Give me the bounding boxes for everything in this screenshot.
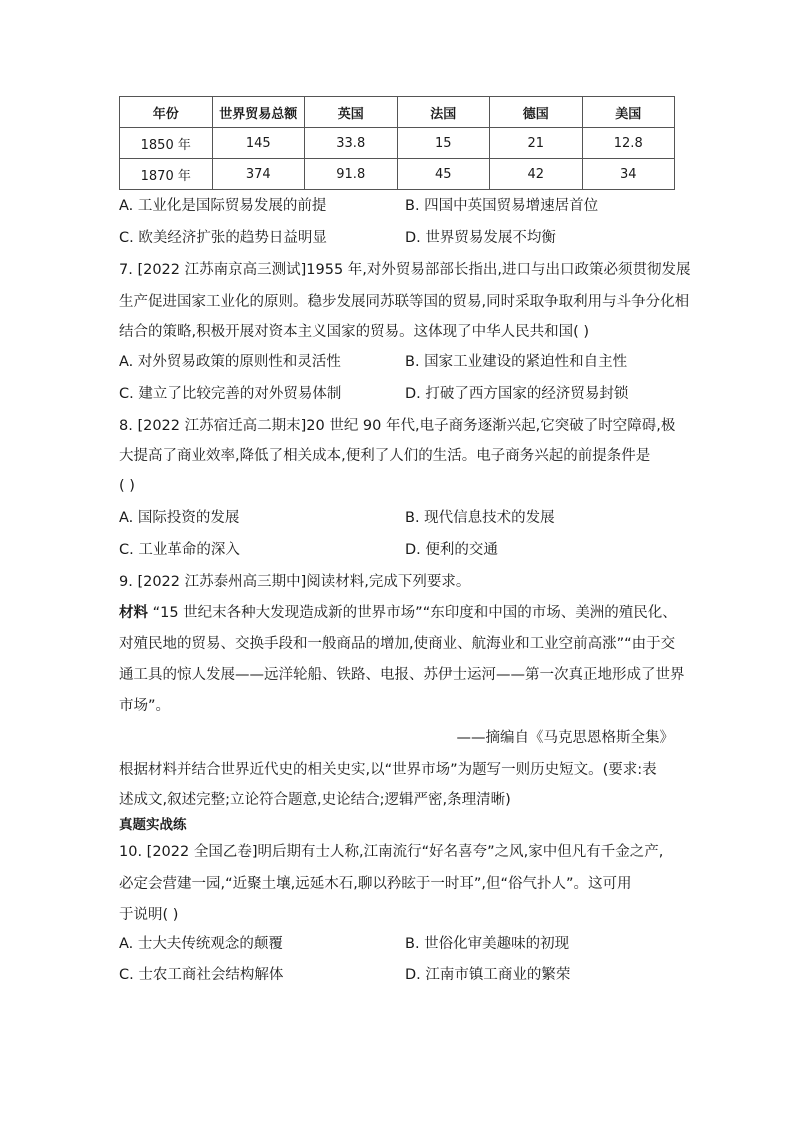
table-cell: 21 — [490, 128, 583, 159]
q8-stem-line: ( ) — [119, 478, 135, 494]
trade-table — [119, 96, 675, 190]
table-header-cell: 英国 — [305, 97, 398, 128]
q9-requirement-line: 根据材料并结合世界近代史的相关史实,以“世界市场”为题写一则历史短文。(要求:表 — [119, 762, 657, 778]
q9-material-line — [119, 603, 679, 623]
section-title: 真题实战练 — [119, 817, 187, 833]
q6-option-c[interactable]: C. 欧美经济扩张的趋势日益明显 — [119, 230, 327, 246]
q9-requirement-line: 述成文,叙述完整;立论符合题意,史论结合;逻辑严密,条理清晰) — [119, 792, 511, 808]
q9-source: ——摘编自《马克思恩格斯全集》 — [456, 730, 674, 746]
q8-option-a[interactable]: A. 国际投资的发展 — [119, 510, 240, 526]
q8-option-d[interactable]: D. 便利的交通 — [405, 542, 498, 558]
table-header-cell: 法国 — [397, 97, 490, 128]
table-cell: 33.8 — [305, 128, 398, 159]
table-cell: 42 — [490, 159, 583, 190]
table-cell: 374 — [212, 159, 305, 190]
q7-stem-line: 生产促进国家工业化的原则。稳步发展同苏联等国的贸易,同时采取争取利用与斗争分化相 — [119, 294, 690, 310]
q7-stem-line: 结合的策略,积极开展对资本主义国家的贸易。这体现了中华人民共和国( ) — [119, 324, 590, 340]
q7-option-b[interactable]: B. 国家工业建设的紧迫性和自主性 — [405, 354, 628, 370]
q10-option-c[interactable]: C. 士农工商社会结构解体 — [119, 967, 284, 983]
table-cell: 1850 年 — [120, 128, 213, 159]
table-cell: 145 — [212, 128, 305, 159]
q9-material-line: 通工具的惊人发展——远洋轮船、铁路、电报、苏伊士运河——第一次真正地形成了世界 — [119, 667, 685, 683]
q6-option-b[interactable]: B. 四国中英国贸易增速居首位 — [405, 198, 599, 214]
q8-stem-line: 大提高了商业效率,降低了相关成本,便利了人们的生活。电子商务兴起的前提条件是 — [119, 448, 651, 464]
q6-option-a[interactable]: A. 工业化是国际贸易发展的前提 — [119, 198, 327, 214]
table-cell: 15 — [397, 128, 490, 159]
q10-stem-line: 10. [2022 全国乙卷]明后期有士人称,江南流行“好名喜夸”之风,家中但凡有千金之产, — [119, 844, 664, 860]
q8-option-c[interactable]: C. 工业革命的深入 — [119, 542, 240, 558]
table-header-row — [120, 97, 675, 128]
q10-option-d[interactable]: D. 江南市镇工商业的繁荣 — [405, 967, 571, 983]
q6-option-d[interactable]: D. 世界贸易发展不均衡 — [405, 230, 556, 246]
material-text: “15 世纪末各种大发现造成新的世界市场”“东印度和中国的市场、美洲的殖民化、 — [148, 605, 677, 621]
table-cell: 34 — [582, 159, 675, 190]
material-label: 材料 — [119, 605, 148, 621]
q7-option-c[interactable]: C. 建立了比较完善的对外贸易体制 — [119, 386, 342, 402]
q7-option-d[interactable]: D. 打破了西方国家的经济贸易封锁 — [405, 386, 629, 402]
q9-title: 9. [2022 江苏泰州高三期中]阅读材料,完成下列要求。 — [119, 574, 471, 590]
q7-option-a[interactable]: A. 对外贸易政策的原则性和灵活性 — [119, 354, 341, 370]
table-row — [120, 128, 675, 159]
table-cell: 91.8 — [305, 159, 398, 190]
table-cell: 12.8 — [582, 128, 675, 159]
q10-option-b[interactable]: B. 世俗化审美趣味的初现 — [405, 936, 570, 952]
table-header-cell: 美国 — [582, 97, 675, 128]
q7-stem-line: 7. [2022 江苏南京高三测试]1955 年,对外贸易部部长指出,进口与出口政策必须贯彻发展 — [119, 262, 691, 278]
table-row — [120, 159, 675, 190]
table-cell: 45 — [397, 159, 490, 190]
q9-material-line: 对殖民地的贸易、交换手段和一般商品的增加,使商业、航海业和工业空前高涨”“由于交 — [119, 636, 676, 652]
table-header-cell: 年份 — [120, 97, 213, 128]
q10-stem-line: 于说明( ) — [119, 907, 179, 923]
table-header-cell: 德国 — [490, 97, 583, 128]
table-header-cell: 世界贸易总额 — [212, 97, 305, 128]
q10-option-a[interactable]: A. 士大夫传统观念的颠覆 — [119, 936, 283, 952]
q10-stem-line: 必定会营建一园,“近聚土壤,远延木石,聊以矜眩于一时耳”,但“俗气扑人”。这可用 — [119, 876, 632, 892]
q9-material-line: 市场”。 — [119, 698, 171, 714]
q8-option-b[interactable]: B. 现代信息技术的发展 — [405, 510, 555, 526]
table-cell: 1870 年 — [120, 159, 213, 190]
q8-stem-line: 8. [2022 江苏宿迁高二期末]20 世纪 90 年代,电子商务逐渐兴起,它突破了时空障碍,极 — [119, 418, 676, 434]
